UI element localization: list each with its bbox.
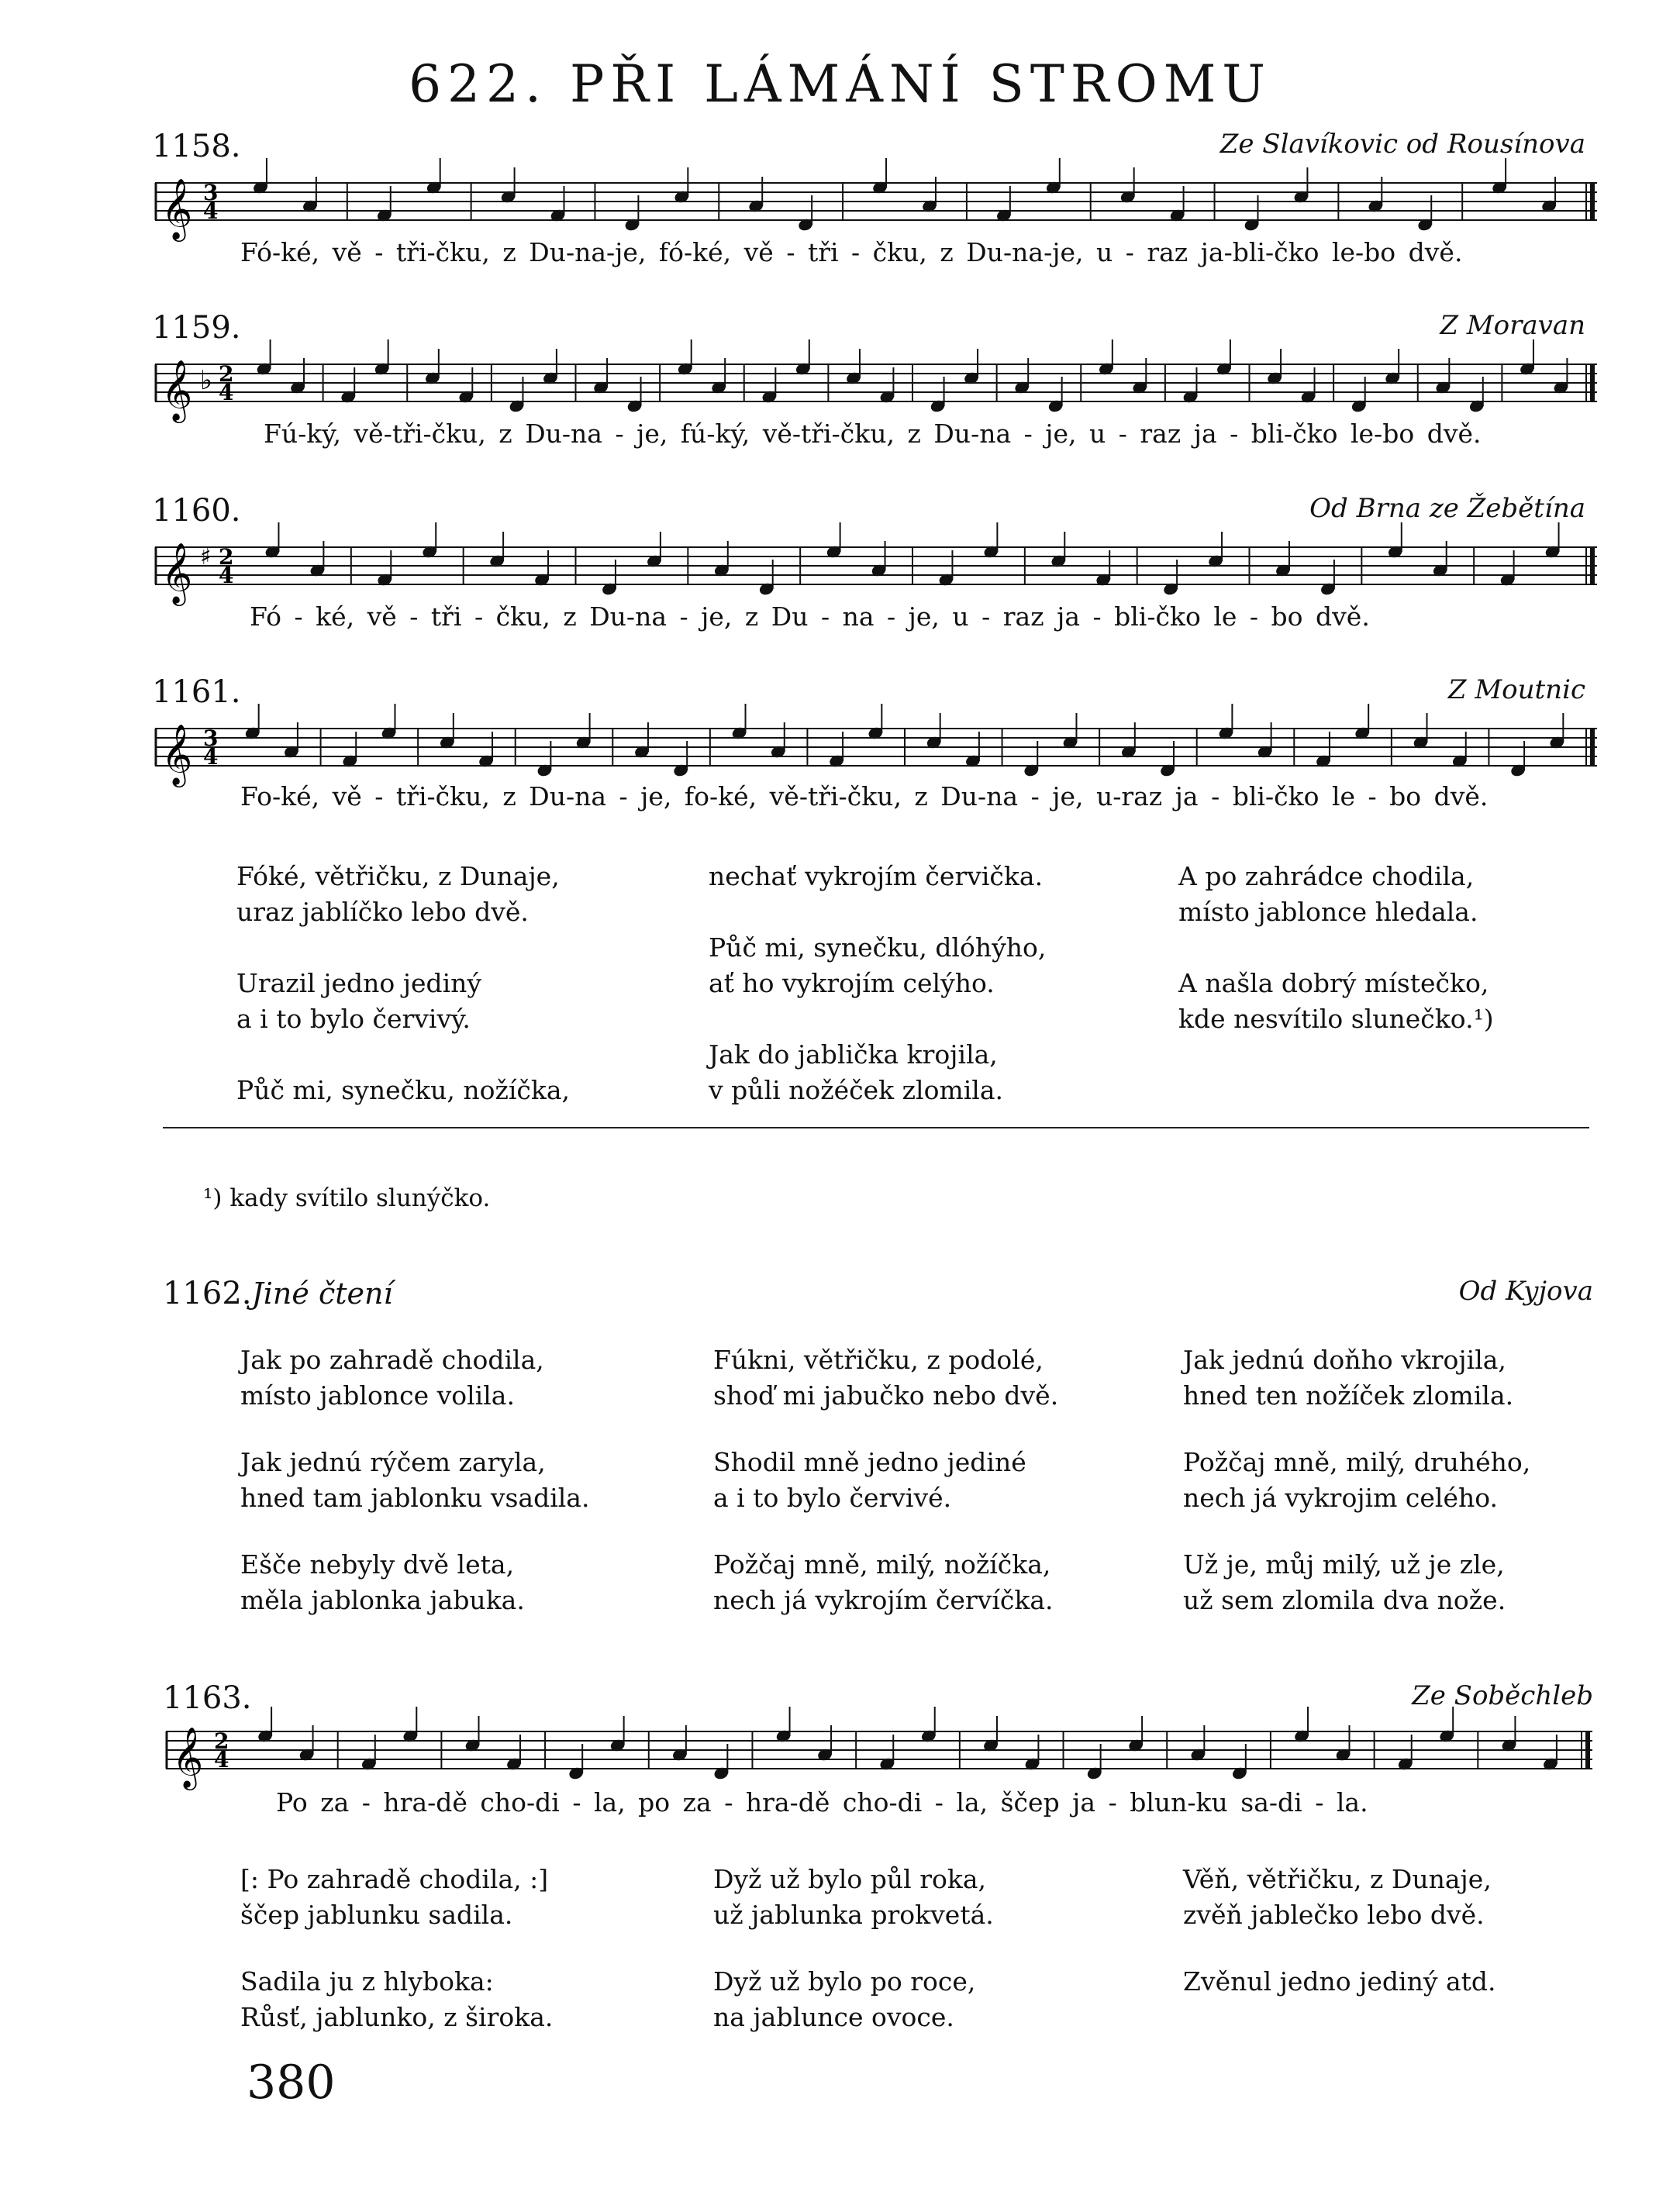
- verse-line: Růsť, jablunko, z široka.: [240, 2002, 554, 2032]
- song-number: 1159.: [152, 310, 241, 346]
- verse-line: Požčaj mně, milý, druhého,: [1183, 1447, 1531, 1477]
- verse-line: místo jablonce volila.: [240, 1380, 515, 1411]
- footnote-divider: [163, 1127, 1589, 1128]
- song-number: 1161.: [152, 674, 241, 710]
- verse-line: Půč mi, synečku, nožíčka,: [236, 1075, 571, 1105]
- verse-line: Dyž už bylo po roce,: [713, 1966, 976, 1997]
- verse-column: [713, 1862, 994, 2035]
- verse-line: a i to bylo červivý.: [236, 1004, 471, 1034]
- music-staff: [155, 539, 1597, 604]
- verse-line: už sem zlomila dva nože.: [1183, 1585, 1506, 1615]
- flat-icon: ♭: [200, 365, 213, 396]
- song-source: Z Moutnic: [1447, 674, 1585, 705]
- verse-line: ať ho vykrojím celýho.: [709, 968, 995, 998]
- verse-line: ščep jablunku sadila.: [240, 1900, 513, 1930]
- time-signature-bottom: 4: [203, 198, 219, 224]
- verse-line: Sadila ju z hlyboka:: [240, 1966, 494, 1997]
- verse-line: Půč mi, synečku, dlóhýho,: [709, 932, 1047, 963]
- time-signature-top: 3: [203, 725, 219, 751]
- music-staff: [155, 175, 1597, 239]
- verse-column: [236, 859, 570, 1108]
- verse-line: Jak do jablička krojila,: [709, 1039, 998, 1070]
- page-number: 380: [247, 2055, 336, 2110]
- time-signature-top: 2: [219, 361, 234, 387]
- verse-line: kde nesvítilo slunečko.¹): [1178, 1004, 1494, 1034]
- song-source: Ze Soběchleb: [1412, 1680, 1593, 1711]
- footnote: ¹) kady svítilo slunýčko.: [203, 1184, 491, 1212]
- treble-clef-icon: 𝄞: [172, 1727, 204, 1788]
- song-lyrics: Fó-ké, vě - tři-čku, z Du-na-je, fó-ké, vě - tři - čku, z Du-na-je, u - raz ja-bli-čko le-bo dvě.: [240, 237, 1463, 267]
- time-signature-top: 2: [214, 1728, 229, 1754]
- song-source: Ze Slavíkovic od Rousínova: [1219, 129, 1585, 160]
- verse-column: [240, 1342, 589, 1618]
- verse-line: místo jablonce hledala.: [1178, 897, 1478, 927]
- verse-line: nech já vykrojim celého.: [1183, 1483, 1499, 1513]
- verse-line: Zvěnul jedno jediný atd.: [1183, 1966, 1496, 1997]
- song-lyrics: Po za - hra-dě cho-di - la, po za - hra-dě cho-di - la, ščep ja - blun-ku sa-di - la.: [276, 1787, 1368, 1817]
- verse-line: na jablunce ovoce.: [713, 2002, 954, 2032]
- verse-line: Dyž už bylo půl roka,: [713, 1864, 987, 1894]
- verse-line: shoď mi jabučko nebo dvě.: [713, 1380, 1059, 1411]
- verse-line: v půli nožéček zlomila.: [709, 1075, 1004, 1105]
- verse-line: Ešče nebyly dvě leta,: [240, 1549, 515, 1580]
- time-signature-top: 3: [203, 180, 219, 205]
- verse-line: zvěň jablečko lebo dvě.: [1183, 1900, 1485, 1930]
- music-staff: [155, 721, 1597, 785]
- verse-line: hned tam jablonku vsadila.: [240, 1483, 590, 1513]
- verse-column: [240, 1862, 553, 2035]
- song-lyrics: Fú-ký, vě-tři-čku, z Du-na - je, fú-ký, vě-tři-čku, z Du-na - je, u - raz ja - bli-čko le-bo dvě.: [264, 419, 1482, 449]
- time-signature-bottom: 4: [219, 380, 234, 405]
- time-signature-bottom: 4: [203, 744, 219, 770]
- verse-line: Věň, větřičku, z Dunaje,: [1183, 1864, 1492, 1894]
- verse-line: Fóké, větřičku, z Dunaje,: [236, 861, 560, 891]
- verse-line: A našla dobrý místečko,: [1178, 968, 1489, 998]
- verse-line: měla jablonka jabuka.: [240, 1585, 525, 1615]
- treble-clef-icon: 𝄞: [161, 178, 193, 239]
- verse-line: Shodil mně jedno jediné: [713, 1447, 1026, 1477]
- verse-line: nechať vykrojím červička.: [709, 861, 1044, 891]
- verse-column: [1178, 859, 1494, 1037]
- verse-line: Jak jednú rýčem zaryla,: [240, 1447, 546, 1477]
- sharp-icon: ♯: [200, 543, 212, 570]
- music-staff: [166, 1724, 1592, 1788]
- treble-clef-icon: 𝄞: [161, 543, 193, 604]
- song-number: 1160.: [152, 493, 241, 529]
- time-signature-bottom: 4: [214, 1747, 229, 1773]
- song-number: 1162.Jiné čtení: [163, 1276, 393, 1311]
- song-lyrics: Fo-ké, vě - tři-čku, z Du-na - je, fo-ké, vě-tři-čku, z Du-na - je, u-raz ja - bli-čko le - bo dvě.: [240, 781, 1489, 811]
- verse-line: Urazil jedno jediný: [236, 968, 482, 998]
- verse-line: [: Po zahradě chodila, :]: [240, 1864, 549, 1894]
- verse-line: hned ten nožíček zlomila.: [1183, 1380, 1514, 1411]
- time-signature-bottom: 4: [219, 563, 234, 588]
- verse-line: A po zahrádce chodila,: [1178, 861, 1475, 891]
- song-number: 1158.: [152, 129, 241, 164]
- verse-column: [709, 859, 1046, 1108]
- verse-line: nech já vykrojím červíčka.: [713, 1585, 1054, 1615]
- verse-column: [713, 1342, 1058, 1618]
- verse-line: už jablunka prokvetá.: [713, 1900, 994, 1930]
- time-signature-top: 2: [219, 544, 234, 570]
- music-staff: [155, 357, 1597, 421]
- song-number: 1163.: [163, 1680, 252, 1716]
- song-source: Od Brna ze Žebětína: [1309, 493, 1585, 524]
- variant-label: Jiné čtení: [251, 1277, 393, 1311]
- song-source: Od Kyjova: [1458, 1276, 1593, 1307]
- song-source: Z Moravan: [1440, 310, 1585, 341]
- verse-line: Fúkni, větřičku, z podolé,: [713, 1345, 1044, 1375]
- page-title: 622. PŘI LÁMÁNÍ STROMU: [409, 54, 1271, 114]
- verse-line: Jak po zahradě chodila,: [240, 1345, 544, 1375]
- treble-clef-icon: 𝄞: [161, 360, 193, 421]
- verse-column: [1183, 1342, 1530, 1618]
- verse-line: Požčaj mně, milý, nožíčka,: [713, 1549, 1051, 1580]
- verse-line: a i to bylo červivé.: [713, 1483, 952, 1513]
- song-lyrics: Fó - ké, vě - tři - čku, z Du-na - je, z Du - na - je, u - raz ja - bli-čko le - bo dvě.: [250, 601, 1370, 632]
- verse-line: Jak jednú doňho vkrojila,: [1183, 1345, 1506, 1375]
- treble-clef-icon: 𝄞: [161, 724, 193, 785]
- verse-line: uraz jablíčko lebo dvě.: [236, 897, 529, 927]
- verse-line: Už je, můj milý, už je zle,: [1183, 1549, 1505, 1580]
- verse-column: [1183, 1862, 1496, 2000]
